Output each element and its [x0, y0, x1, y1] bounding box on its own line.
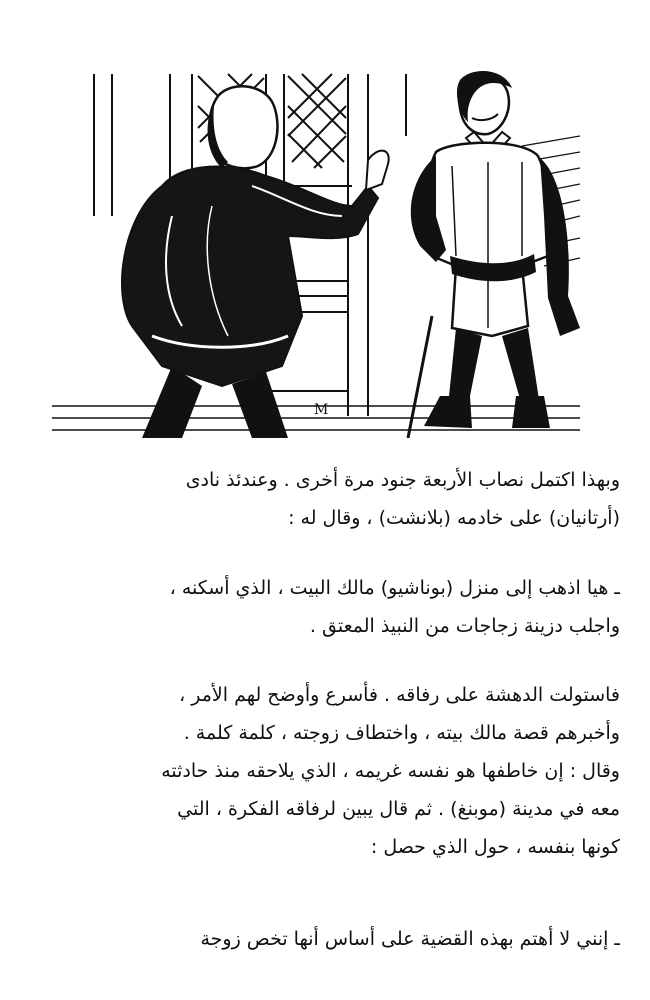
paragraph-2-line-1: ـ هيا اذهب إلى منزل (بوناشيو) مالك البيت ، الذي أسكنه ،	[169, 577, 620, 599]
paragraph-3-line-5: كونها بنفسه ، حول الذي حصل :	[370, 836, 620, 858]
paragraph-4	[40, 920, 620, 958]
paragraph-4-line-1: ـ إنني لا أهتم بهذه القضية على أساس أنها تخص زوجة	[200, 928, 620, 950]
paragraph-3	[40, 676, 620, 866]
figure-musketeer	[408, 71, 580, 438]
paragraph-3-line-3: وقال : إن خاطفها هو نفسه غريمه ، الذي يلاحقه منذ حادثته	[161, 760, 620, 782]
paragraph-1	[40, 461, 620, 537]
paragraph-3-line-4: معه في مدينة (موبنغ) . ثم قال يبين لرفاقه الفكرة ، التي	[177, 798, 620, 820]
paragraph-1-line-2: (أرتانيان) على خادمه (بلانشت) ، وقال له :	[288, 507, 620, 529]
paragraph-3-line-2: وأخبرهم قصة مالك بيته ، واختطاف زوجته ، كلمة كلمة .	[183, 722, 620, 744]
paragraph-2	[40, 569, 620, 645]
paragraph-1-line-1: وبهذا اكتمل نصاب الأربعة جنود مرة أخرى . وعندئذ نادى	[185, 469, 620, 491]
illustration-musketeers	[52, 66, 580, 438]
paragraph-3-line-1: فاستولت الدهشة على رفاقه . فأسرع وأوضح لهم الأمر ،	[179, 684, 620, 706]
artist-signature: M	[314, 402, 329, 418]
paragraph-2-line-2: واجلب دزينة زجاجات من النبيذ المعتق .	[309, 615, 620, 637]
illustration-drawing	[52, 66, 580, 438]
